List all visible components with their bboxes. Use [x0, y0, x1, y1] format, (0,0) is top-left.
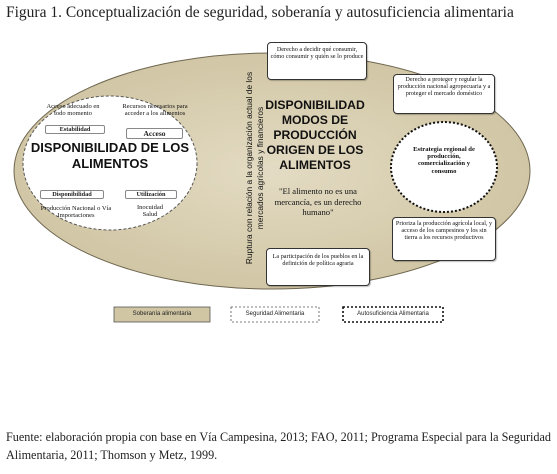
legend-seguridad: Seguridad Alimentaria [245, 311, 305, 317]
ruptura-vertical-label: Ruptura con relación a la organización actual de los mercados agrícolas y financieros [244, 71, 265, 265]
acceso-adecuado-text: Acceso adecuado en todo momento [46, 103, 100, 117]
recursos-text: Recursos necesarios para acceder a los alimentos [122, 103, 188, 117]
center-quote: "El alimento no es una mercancía, es un derecho humano" [274, 186, 362, 217]
box-derecho-proteger: Derecho a proteger y regular la producción nacional agropecuaria y a proteger el mercado doméstico [393, 74, 495, 114]
utilizacion-label: Utilización [125, 190, 177, 199]
box-participacion: La participación de los pueblos en la definición de política agraria [266, 248, 370, 286]
disponibilidad-alimentos-title: DISPONIBILIDAD DE LOS ALIMENTOS [30, 140, 190, 171]
estrategia-regional-text: Estrategia regional de producción, comercialización y consumo [413, 146, 475, 175]
produccion-text: Producción Nacional o Vía Importaciones [40, 205, 112, 219]
center-title: DISPONIBILIDAD MODOS DE PRODUCCIÓN ORIGEN DE LOS ALIMENTOS [265, 98, 365, 172]
estabilidad-label: Estabilidad [45, 125, 105, 134]
disponibilidad-label: Disponibilidad [40, 190, 104, 199]
source-note: Fuente: elaboración propia con base en Vía Campesina, 2013; FAO, 2011; Programa Especial para la Seguridad Alimentaria, 2011; Thomson y Metz, 1999. [6, 430, 552, 462]
box-derecho-decidir: Derecho a decidir qué consumir, cómo consumir y quién se lo produce [267, 42, 367, 80]
figure-title: Figura 1. Conceptualización de seguridad, soberanía y autosuficiencia alimentaria [6, 4, 514, 21]
inocuidad-text: Inocuidad Salud [137, 204, 163, 218]
legend-autosuficiencia: Autosuficiencia Alimentaria [357, 311, 429, 317]
acceso-label: Acceso [126, 128, 183, 139]
legend-soberania: Soberanía alimentaria [132, 311, 192, 317]
box-prioriza: Prioriza la producción agrícola local, y acceso de los campesinos y los sin tierra a los recursos productivos [392, 217, 496, 261]
